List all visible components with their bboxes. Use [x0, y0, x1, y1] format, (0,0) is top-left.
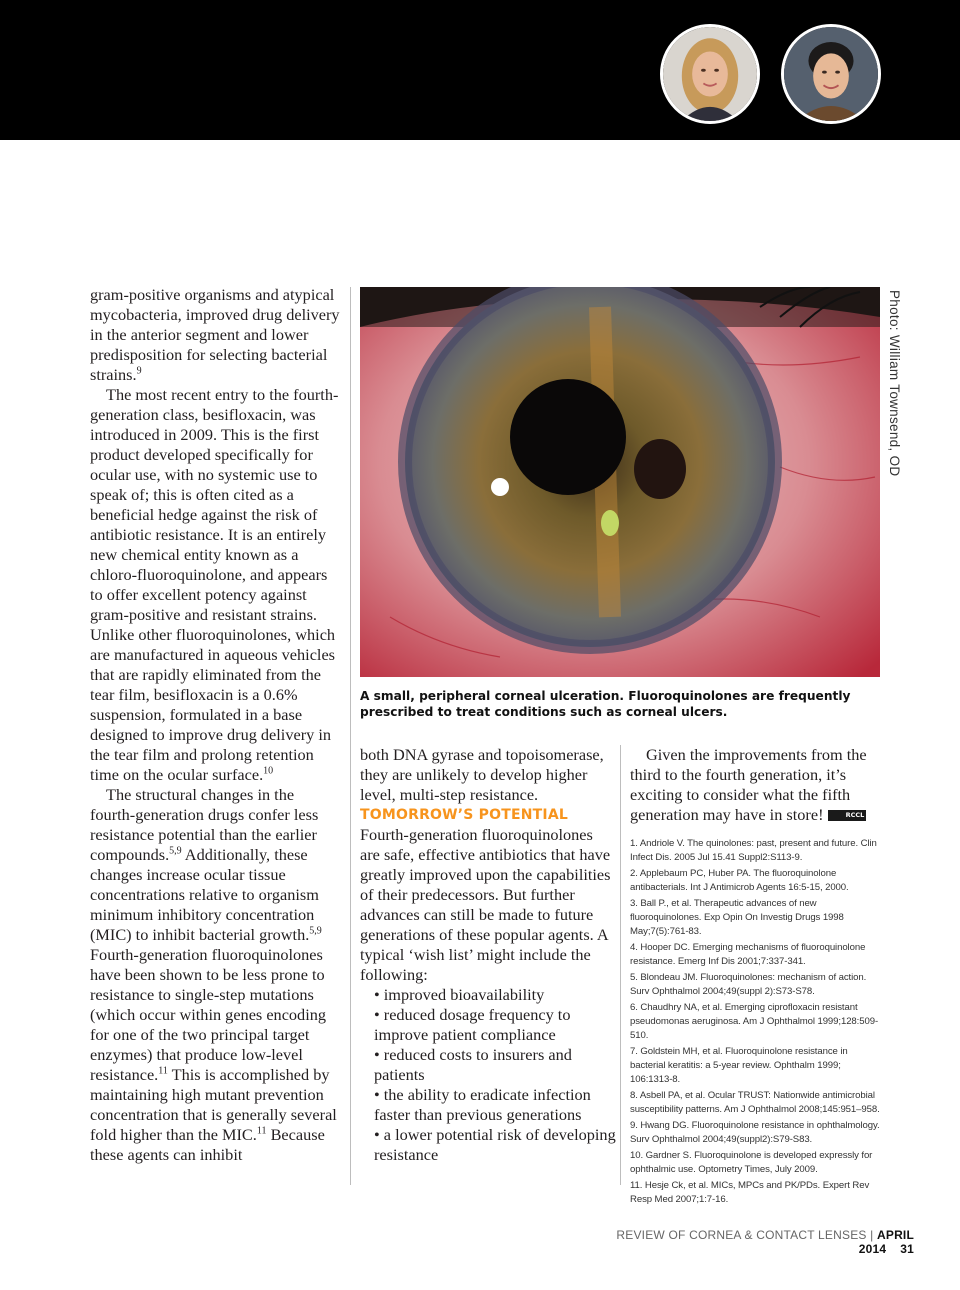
issue-date: APRIL 2014 [858, 1228, 914, 1256]
col2-paragraph-1: both DNA gyrase and topoisomerase, they are unlikely to develop higher level, multi-step resistance. [360, 745, 604, 804]
author-photo-2 [781, 24, 881, 124]
reference-item: 7. Goldstein MH, et al. Fluoroquinolone resistance in bacterial keratitis: a 5-year review. Ophthalm 1999; 106:1313-8. [630, 1046, 848, 1085]
list-item: • the ability to eradicate infection faster than previous generations [374, 1085, 591, 1124]
reference-item: 10. Gardner S. Fluoroquinolone is developed expressly for ophthalmic use. Optometry Times, July 2009. [630, 1150, 873, 1175]
column-divider-2 [620, 745, 621, 1185]
author-portrait-1 [663, 27, 757, 121]
reference-item: 6. Chaudhry NA, et al. Emerging ciprofloxacin resistant pseudomonas aeruginosa. Am J Ophthalmol 1999;128:509-510. [630, 1002, 879, 1041]
reference-item: 2. Applebaum PC, Huber PA. The fluoroquinolone antibacterials. Int J Antimicrob Agents 16:5-15, 2000. [630, 868, 849, 893]
figure-caption: A small, peripheral corneal ulceration. Fluoroquinolones are frequently prescribed to treat conditions such as corneal ulcers. [360, 689, 851, 719]
eye-photo [360, 287, 880, 677]
author-photo-1 [660, 24, 760, 124]
header-band [0, 0, 960, 140]
reference-item: 8. Asbell PA, et al. Ocular TRUST: Nationwide antimicrobial susceptibility patterns. Am J Ophthalmol 2008;145:951–958. [630, 1090, 880, 1115]
reference-item: 5. Blondeau JM. Fluoroquinolones: mechanism of action. Surv Ophthalmol 2004;49(suppl 2):S73-S78. [630, 972, 867, 997]
reference-item: 9. Hwang DG. Fluoroquinolone resistance in ophthalmology. Surv Ophthalmol 2004;49(suppl2):S79-S83. [630, 1120, 880, 1145]
section-heading: TOMORROW’S POTENTIAL [360, 807, 568, 823]
reference-item: 3. Ball P., et al. Therapeutic advances of new fluoroquinolones. Exp Opin On Investig Drugs 1998 May;7(5):761-83. [630, 898, 844, 937]
author-portrait-2 [784, 27, 878, 121]
list-item: • a lower potential risk of developing resistance [374, 1125, 616, 1164]
corneal-ulcer-image [360, 287, 880, 677]
page-footer [560, 1228, 914, 1256]
list-item: • reduced dosage frequency to improve patient compliance [374, 1005, 571, 1044]
list-item: • reduced costs to insurers and patients [374, 1045, 572, 1084]
reference-item: 1. Andriole V. The quinolones: past, present and future. Clin Infect Dis. 2005 Jul 15.41 Suppl2:S113-9. [630, 838, 877, 863]
body-column-1 [90, 285, 342, 1165]
end-mark-icon: RCCL [828, 810, 867, 821]
list-item: • improved bioavailability [374, 985, 545, 1004]
col3-paragraph-1: Given the improvements from the third to the fourth generation, it’s exciting to consider what the fifth generation may have in store! RCCL [630, 745, 867, 824]
photo-credit: Photo: William Townsend, OD [887, 290, 902, 477]
body-column-2 [360, 745, 616, 1165]
col1-paragraph-1: gram-positive organisms and atypical mycobacteria, improved drug delivery in the anterior segment and lower predisposition for selecting bacterial strains.$^9$ [90, 285, 340, 384]
journal-name: REVIEW OF CORNEA & CONTACT LENSES | [616, 1228, 877, 1242]
page-number: 31 [900, 1242, 914, 1256]
col1-paragraph-3: The structural changes in the fourth-generation drugs confer less resistance potential than the earlier compounds.$^{5,9}$ Additionally, these changes increase ocular tissue concentrations relative to organism minimum inhibitory concentration (MIC) to inhibit bacterial growth.$^{5,9}$ Fourth-generation fluoroquinolones have been shown to be less prone to resistance to single-step mutations (which occur within genes encoding for one of the two principal target enzymes) that produce low-level resistance.$^{11}$ This is accomplished by maintaining high mutant prevention concentration that is generally several fold higher than the MIC.$^{11}$ Because these agents can inhibit [90, 785, 337, 1164]
references-list [630, 837, 880, 1207]
reference-item: 11. Hesje Ck, et al. MICs, MPCs and PK/PDs. Expert Rev Resp Med 2007;1:7-16. [630, 1180, 870, 1205]
col2-paragraph-2: Fourth-generation fluoroquinolones are safe, effective antibiotics that have greatly improved upon the capabilities of their predecessors. But further advances can still be made to future generations of these popular agents. A typical ‘wish list’ might include the following: [360, 825, 611, 984]
col1-paragraph-2: The most recent entry to the fourth-generation class, besifloxacin, was introduced in 2009. This is the first product developed specifically for ocular use, with no systemic use to speak of; this is often cited as a beneficial hedge against the risk of antibiotic resistance. It is an entirely new chemical entity known as a chloro-fluoroquinolone, and appears to offer excellent potency against gram-positive and resistant strains. Unlike other fluoroquinolones, which are manufactured in aqueous vehicles that are rapidly eliminated from the tear film, besifloxacin is a 0.6% suspension, formulated in a base designed to improve drug delivery in the tear film and prolong retention time on the ocular surface.$^{10}$ [90, 385, 339, 784]
body-column-3 [630, 745, 880, 1209]
column-divider-1 [350, 287, 351, 1185]
reference-item: 4. Hooper DC. Emerging mechanisms of fluoroquinolone resistance. Emerg Inf Dis 2001;7:337-341. [630, 942, 866, 967]
